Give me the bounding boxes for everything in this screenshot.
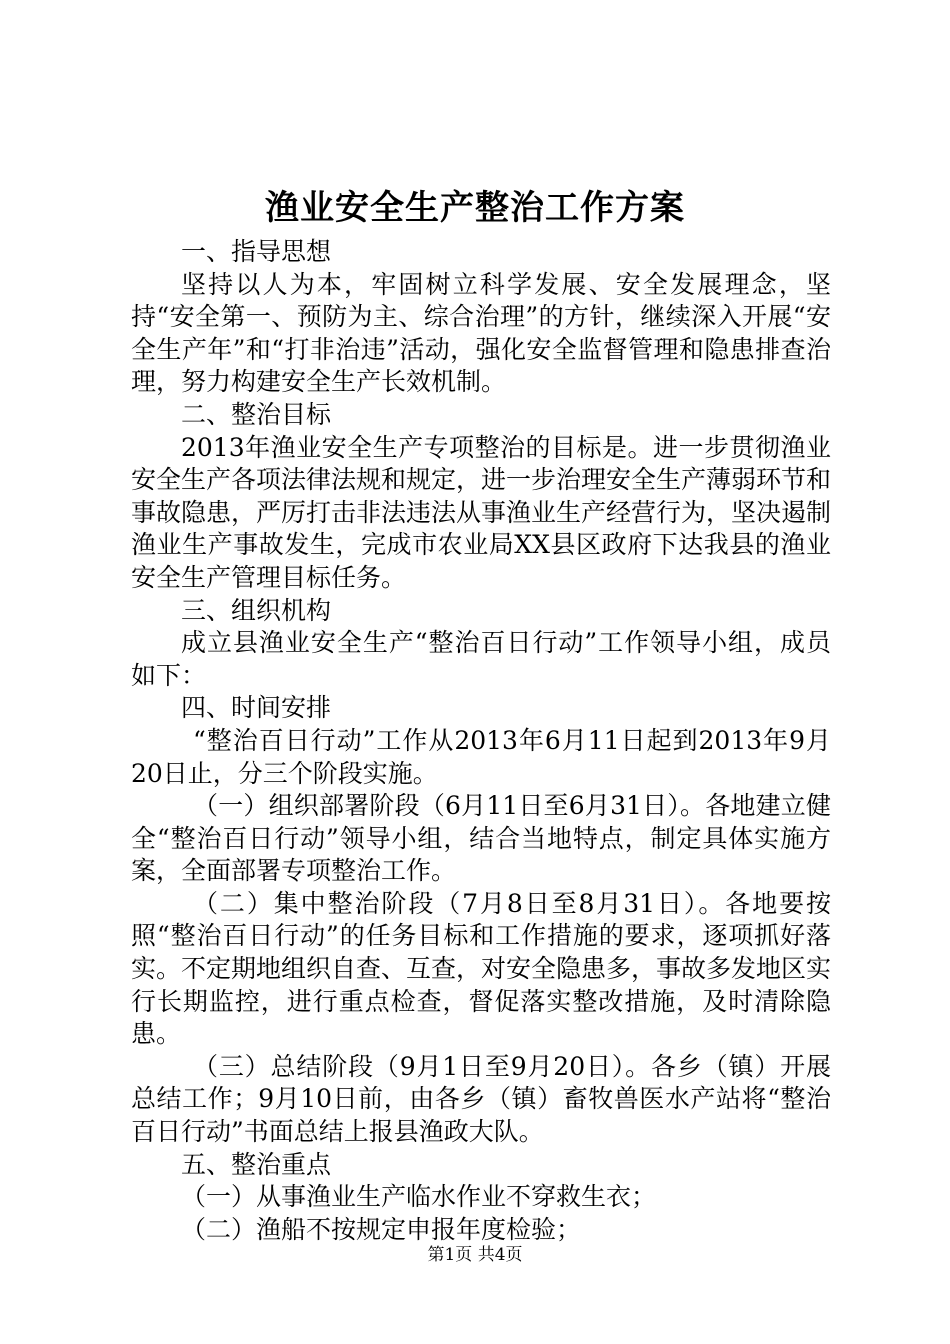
paragraph-guiding-ideology: 坚持以人为本，牢固树立科学发展、安全发展理念，坚持“安全第一、预防为主、综合治理”的方针，继续深入开展“安全生产年”和“打非治违”活动，强化安全监督管理和隐患排查治理，努力构建安全生产长效机制。 xyxy=(131,269,831,397)
paragraph-stage-one: （一）组织部署阶段（6月11日至6月31日）。各地建立健全“整治百日行动”领导小组，结合当地特点，制定具体实施方案，全面部署专项整治工作。 xyxy=(131,791,831,886)
document-title: 渔业安全生产整治工作方案 xyxy=(265,188,685,228)
paragraph-goals: 2013年渔业安全生产专项整治的目标是。进一步贯彻渔业安全生产各项法律法规和规定，进一步治理安全生产薄弱环节和事故隐患，严厉打击非法违法从事渔业生产经营行为，坚决遏制渔业生产事故发生，完成市农业局XX县区政府下达我县的渔业安全生产管理目标任务。 xyxy=(131,432,832,592)
section-heading-focus: 五、整治重点 xyxy=(181,1149,332,1179)
list-item-focus-one: （一）从事渔业生产临水作业不穿救生衣； xyxy=(181,1182,657,1212)
list-item-focus-two: （二）渔船不按规定申报年度检验； xyxy=(181,1214,582,1244)
section-heading-organization: 三、组织机构 xyxy=(181,595,332,625)
paragraph-schedule: “整治百日行动”工作从2013年6月11日起到2013年9月20日止，分三个阶段实施。 xyxy=(131,725,831,788)
section-heading-guiding-ideology: 一、指导思想 xyxy=(181,237,332,266)
section-heading-goals: 二、整治目标 xyxy=(181,399,332,429)
document-body xyxy=(131,236,831,1246)
paragraph-stage-two: （二）集中整治阶段（7月8日至8月31日）。各地要按照“整治百日行动”的任务目标和工作措施的要求，逐项抓好落实。不定期地组织自查、互查，对安全隐患多，事故多发地区实行长期监控，进行重点检查，督促落实整改措施，及时清除隐患。 xyxy=(131,888,832,1049)
paragraph-organization: 成立县渔业安全生产“整治百日行动”工作领导小组，成员如下： xyxy=(131,628,831,690)
section-heading-schedule: 四、时间安排 xyxy=(181,693,332,723)
page-number: 第1页 共4页 xyxy=(427,1245,523,1265)
paragraph-stage-three: （三）总结阶段（9月1日至9月20日）。各乡（镇）开展总结工作；9月10日前，由各乡（镇）畜牧兽医水产站将“整治百日行动”书面总结上报县渔政大队。 xyxy=(131,1051,831,1147)
